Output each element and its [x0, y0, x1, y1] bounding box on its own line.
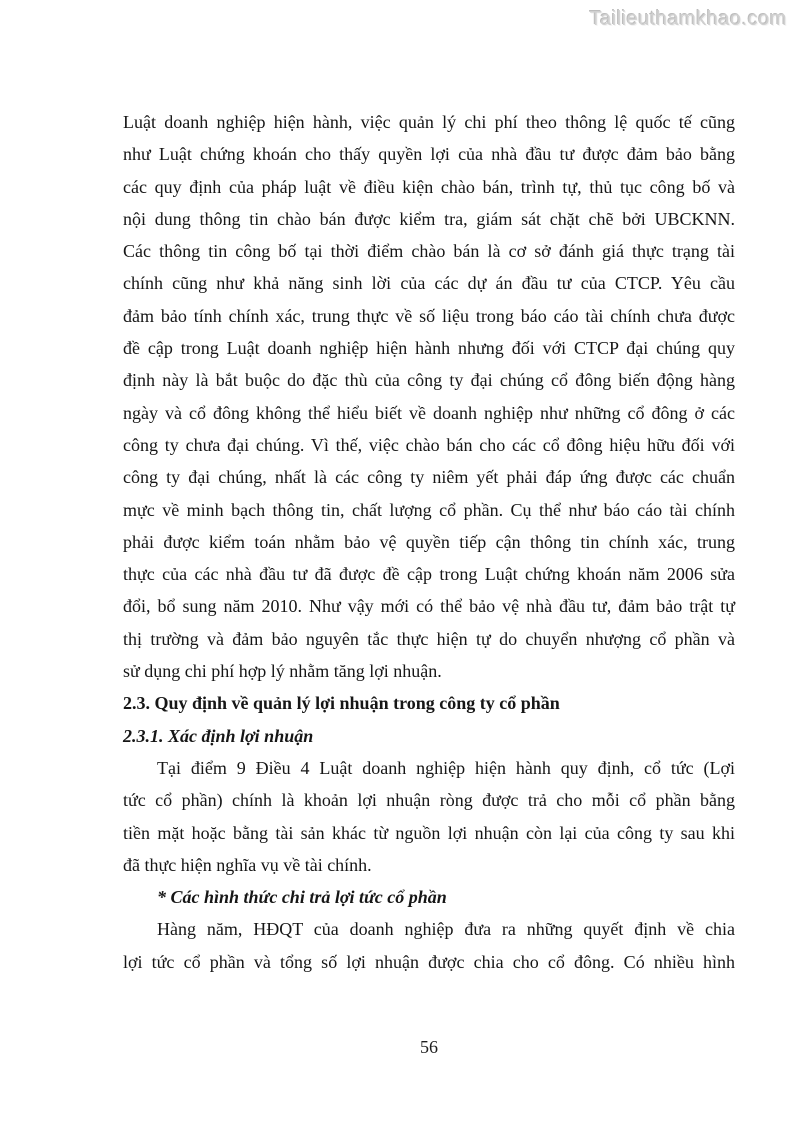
text-line: mực về minh bạch thông tin, chất lượng cổ phần. Cụ thể như báo cáo tài chính — [123, 499, 735, 520]
star-heading: * Các hình thức chi trả lợi tức cổ phần — [157, 887, 447, 908]
text-line: Luật doanh nghiệp hiện hành, việc quản lý chi phí theo thông lệ quốc tế cũng — [123, 112, 735, 132]
text-line: các quy định của pháp luật về điều kiện chào bán, trình tự, thủ tục công bố và — [123, 176, 735, 197]
text-line: như Luật chứng khoán cho thấy quyền lợi của nhà đầu tư được đảm bảo bằng — [123, 144, 735, 165]
text-line: lợi tức cổ phần và tổng số lợi nhuận được chia cho cổ đông. Có nhiều hình — [123, 951, 735, 972]
text-line: đổi, bổ sung năm 2010. Như vậy mới có thể bảo vệ nhà đầu tư, đảm bảo trật tự — [123, 596, 735, 617]
text-line: thực của các nhà đầu tư đã được đề cập trong Luật chứng khoán năm 2006 sửa — [123, 564, 735, 585]
text-line: Tại điểm 9 Điều 4 Luật doanh nghiệp hiện hành quy định, cổ tức (Lợi — [157, 757, 735, 778]
text-line: thị trường và đảm bảo nguyên tắc thực hiện tự do chuyển nhượng cổ phần và — [123, 628, 735, 649]
page-number: 56 — [420, 1037, 438, 1057]
page-body-text — [123, 106, 735, 978]
text-line: sử dụng chi phí hợp lý nhằm tăng lợi nhuận. — [123, 661, 442, 682]
text-line: phải được kiểm toán nhằm bảo vệ quyền tiếp cận thông tin chính xác, trung — [123, 531, 735, 552]
text-line: đảm bảo tính chính xác, trung thực về số liệu trong báo cáo tài chính chưa được — [123, 305, 735, 326]
text-line: đề cập trong Luật doanh nghiệp hiện hành nhưng đối với CTCP đại chúng quy — [123, 338, 735, 359]
text-line: chính cũng như khả năng sinh lời của các dự án đầu tư của CTCP. Yêu cầu — [123, 273, 735, 294]
text-line: nội dung thông tin chào bán được kiểm tra, giám sát chặt chẽ bởi UBCKNN. — [123, 208, 735, 229]
text-line: Các thông tin công bố tại thời điểm chào bán là cơ sở đánh giá thực trạng tài — [123, 241, 735, 262]
text-line: đã thực hiện nghĩa vụ về tài chính. — [123, 854, 372, 875]
text-line: ngày và cổ đông không thể hiểu biết về doanh nghiệp như những cổ đông ở các — [123, 402, 735, 423]
text-line: tiền mặt hoặc bằng tài sản khác từ nguồn lợi nhuận còn lại của công ty sau khi — [123, 822, 735, 843]
watermark: Tailieuthamkhao.com — [589, 8, 787, 30]
text-line: công ty đại chúng, nhất là các công ty niêm yết phải đáp ứng được các chuẩn — [123, 467, 735, 488]
text-line: tức cổ phần) chính là khoản lợi nhuận ròng được trả cho mỗi cổ phần bằng — [123, 790, 735, 811]
section-heading-2-3: 2.3. Quy định về quản lý lợi nhuận trong công ty cổ phần — [123, 693, 560, 714]
text-line: công ty chưa đại chúng. Vì thế, việc chào bán cho các cổ đông hiệu hữu đối với — [123, 434, 735, 455]
text-line: định này là bắt buộc do đặc thù của công ty đại chúng cổ đông biến động hàng — [123, 370, 735, 391]
subsection-heading-2-3-1: 2.3.1. Xác định lợi nhuận — [123, 725, 314, 746]
text-line: Hàng năm, HĐQT của doanh nghiệp đưa ra những quyết định về chia — [157, 919, 735, 940]
